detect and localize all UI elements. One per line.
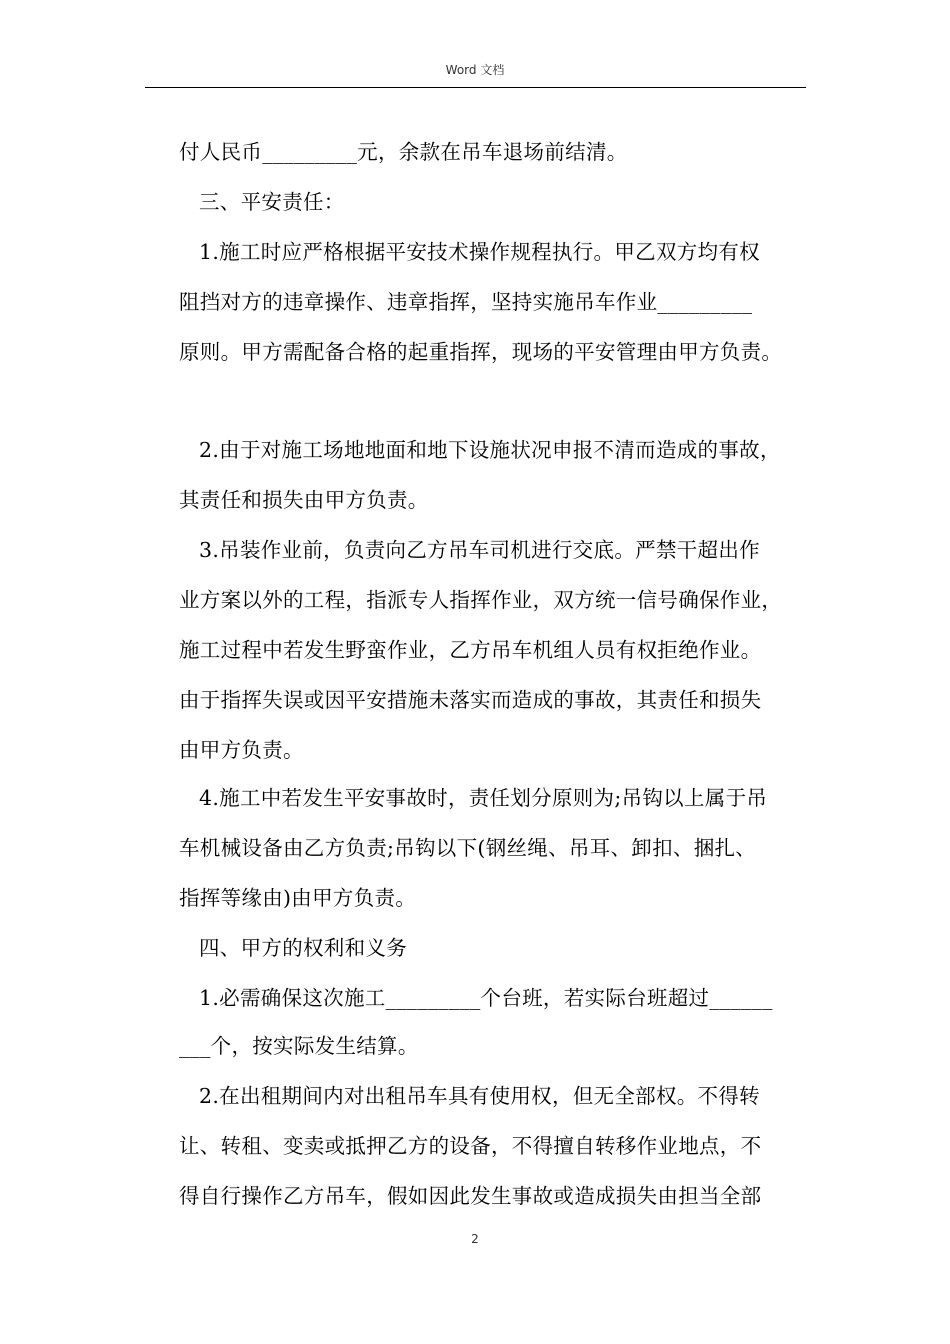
paragraph-line: 其责任和损失由甲方负责。 (179, 488, 429, 512)
paragraph-line (179, 1032, 419, 1060)
paragraph-line: 原则。甲方需配备合格的起重指挥，现场的平安管理由甲方负责。 (179, 340, 783, 364)
paragraph-line: 由于指挥失误或因平安措施未落实而造成的事故，其责任和损失 (179, 688, 762, 712)
line-text: 付人民币 (179, 140, 263, 164)
paragraph-line (179, 288, 752, 316)
section-heading: 三、平安责任： (199, 190, 345, 214)
paragraph-line: 车机械设备由乙方负责;吊钩以下(钢丝绳、吊耳、卸扣、捆扎、 (179, 836, 757, 860)
fill-blank: _________ (385, 986, 481, 1010)
page-header: Word 文档 (445, 63, 505, 77)
section-heading: 四、甲方的权利和义务 (199, 936, 407, 960)
paragraph-line (199, 984, 773, 1012)
line-text: 1.必需确保这次施工 (199, 986, 386, 1010)
line-text: 个，按实际发生结算。 (210, 1034, 419, 1058)
fill-blank: _________ (262, 140, 358, 164)
paragraph-line: 由甲方负责。 (179, 738, 304, 762)
paragraph-line (179, 138, 628, 166)
paragraph-line: 施工过程中若发生野蛮作业，乙方吊车机组人员有权拒绝作业。 (179, 638, 762, 662)
fill-blank: ___ (179, 1034, 211, 1058)
paragraph-line: 让、转租、变卖或抵押乙方的设备，不得擅自转移作业地点，不 (179, 1134, 762, 1158)
page-number: 2 (471, 1232, 479, 1246)
paragraph-line: 2.在出租期间内对出租吊车具有使用权，但无全部权。不得转 (199, 1084, 760, 1108)
paragraph-line: 业方案以外的工程，指派专人指挥作业，双方统一信号确保作业， (179, 588, 783, 612)
fill-blank: ______ (709, 986, 773, 1010)
paragraph-line: 1.施工时应严格根据平安技术操作规程执行。甲乙双方均有权 (199, 240, 760, 264)
paragraph-line: 4.施工中若发生平安事故时，责任划分原则为;吊钩以上属于吊 (199, 786, 768, 810)
paragraph-line: 2.由于对施工场地地面和地下设施状况申报不清而造成的事故， (199, 438, 781, 462)
line-text: 阻挡对方的违章操作、违章指挥，坚持实施吊车作业 (179, 290, 658, 314)
header-rule (145, 87, 806, 88)
paragraph-line: 指挥等缘由)由甲方负责。 (179, 886, 417, 910)
line-text: 元，余款在吊车退场前结清。 (357, 140, 628, 164)
paragraph-line: 3.吊装作业前，负责向乙方吊车司机进行交底。严禁干超出作 (199, 538, 760, 562)
paragraph-line: 得自行操作乙方吊车，假如因此发生事故或造成损失由担当全部 (179, 1184, 762, 1208)
line-text: 个台班，若实际台班超过 (480, 986, 710, 1010)
fill-blank: _________ (657, 290, 753, 314)
